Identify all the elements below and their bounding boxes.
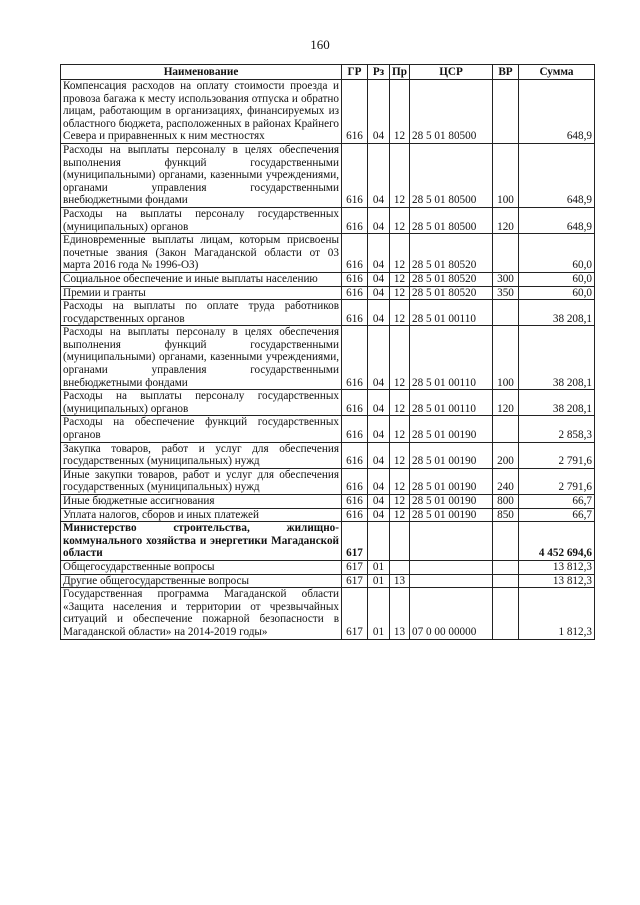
cell-gr: 616 (342, 495, 368, 509)
cell-vr (493, 560, 519, 574)
table-row (61, 300, 595, 326)
table-row (61, 286, 595, 300)
cell-pr: 12 (390, 468, 410, 494)
cell-sum: 648,9 (519, 80, 595, 144)
cell-sum: 38 208,1 (519, 390, 595, 416)
cell-vr: 100 (493, 143, 519, 207)
cell-vr (493, 416, 519, 442)
cell-gr: 616 (342, 390, 368, 416)
cell-vr: 100 (493, 326, 519, 390)
cell-rz: 04 (368, 272, 390, 286)
cell-rz: 04 (368, 234, 390, 273)
cell-sum: 60,0 (519, 286, 595, 300)
table-row (61, 272, 595, 286)
cell-csr: 28 5 01 80500 (410, 207, 493, 233)
table-row (61, 442, 595, 468)
cell-vr: 850 (493, 508, 519, 522)
cell-csr: 28 5 01 00190 (410, 495, 493, 509)
cell-name: Единовременные выплаты лицам, которым присвоены почетные звания (Закон Магаданской области от 03 марта 2016 года № 1996-ОЗ) (61, 234, 342, 273)
header-name: Наименование (61, 65, 342, 80)
cell-name: Иные бюджетные ассигнования (61, 495, 342, 509)
table-row (61, 234, 595, 273)
cell-csr: 28 5 01 00190 (410, 416, 493, 442)
cell-pr (390, 522, 410, 561)
cell-pr: 13 (390, 574, 410, 588)
cell-rz: 04 (368, 207, 390, 233)
cell-vr: 200 (493, 442, 519, 468)
cell-rz: 01 (368, 560, 390, 574)
cell-pr: 12 (390, 286, 410, 300)
cell-pr: 13 (390, 588, 410, 639)
cell-gr: 617 (342, 588, 368, 639)
cell-vr (493, 522, 519, 561)
cell-csr: 28 5 01 80520 (410, 272, 493, 286)
cell-name: Иные закупки товаров, работ и услуг для обеспечения государственных (муниципальных) нужд (61, 468, 342, 494)
cell-sum: 38 208,1 (519, 300, 595, 326)
cell-vr: 800 (493, 495, 519, 509)
cell-gr: 616 (342, 508, 368, 522)
header-gr: ГР (342, 65, 368, 80)
cell-gr: 617 (342, 522, 368, 561)
cell-sum: 38 208,1 (519, 326, 595, 390)
header-sum: Сумма (519, 65, 595, 80)
table-row (61, 468, 595, 494)
cell-name: Общегосударственные вопросы (61, 560, 342, 574)
cell-vr (493, 588, 519, 639)
cell-gr: 616 (342, 468, 368, 494)
cell-rz: 04 (368, 300, 390, 326)
cell-csr: 28 5 01 00110 (410, 326, 493, 390)
cell-pr: 12 (390, 442, 410, 468)
cell-gr: 616 (342, 234, 368, 273)
cell-gr: 616 (342, 416, 368, 442)
cell-csr: 28 5 01 00110 (410, 390, 493, 416)
header-vr: ВР (493, 65, 519, 80)
cell-gr: 616 (342, 326, 368, 390)
cell-rz: 04 (368, 326, 390, 390)
cell-name: Расходы на выплаты персоналу государственных (муниципальных) органов (61, 207, 342, 233)
cell-name: Расходы на обеспечение функций государственных органов (61, 416, 342, 442)
cell-pr: 12 (390, 272, 410, 286)
table-row (61, 390, 595, 416)
cell-sum: 66,7 (519, 508, 595, 522)
cell-pr: 12 (390, 326, 410, 390)
cell-csr: 28 5 01 00190 (410, 442, 493, 468)
cell-sum: 648,9 (519, 207, 595, 233)
cell-name: Премии и гранты (61, 286, 342, 300)
cell-pr: 12 (390, 80, 410, 144)
cell-sum: 13 812,3 (519, 560, 595, 574)
cell-sum: 2 791,6 (519, 468, 595, 494)
cell-gr: 616 (342, 272, 368, 286)
header-csr: ЦСР (410, 65, 493, 80)
cell-name: Другие общегосударственные вопросы (61, 574, 342, 588)
cell-rz: 01 (368, 574, 390, 588)
cell-name: Государственная программа Магаданской области «Защита населения и территории от чрезвычайных ситуаций и обеспечение пожарной безопасности в Магаданской области» на 2014-2019 годы» (61, 588, 342, 639)
cell-sum: 60,0 (519, 234, 595, 273)
cell-vr (493, 80, 519, 144)
cell-pr: 12 (390, 508, 410, 522)
cell-csr (410, 574, 493, 588)
cell-sum: 60,0 (519, 272, 595, 286)
table-row (61, 143, 595, 207)
cell-sum: 1 812,3 (519, 588, 595, 639)
header-pr: Пр (390, 65, 410, 80)
cell-gr: 617 (342, 574, 368, 588)
cell-csr: 28 5 01 80520 (410, 234, 493, 273)
cell-name: Расходы на выплаты персоналу в целях обеспечения выполнения функций государственными (муниципальными) органами, казенными учреждениями, органами управления государственными внебюджетными фондами (61, 326, 342, 390)
cell-csr: 07 0 00 00000 (410, 588, 493, 639)
cell-vr: 240 (493, 468, 519, 494)
table-row (61, 326, 595, 390)
cell-csr (410, 522, 493, 561)
cell-rz: 04 (368, 416, 390, 442)
cell-pr (390, 560, 410, 574)
cell-name: Социальное обеспечение и иные выплаты населению (61, 272, 342, 286)
cell-vr (493, 234, 519, 273)
cell-pr: 12 (390, 416, 410, 442)
cell-rz: 04 (368, 390, 390, 416)
cell-gr: 616 (342, 80, 368, 144)
cell-vr: 120 (493, 390, 519, 416)
cell-pr: 12 (390, 207, 410, 233)
cell-gr: 616 (342, 207, 368, 233)
cell-sum: 648,9 (519, 143, 595, 207)
cell-sum: 66,7 (519, 495, 595, 509)
cell-name: Закупка товаров, работ и услуг для обеспечения государственных (муниципальных) нужд (61, 442, 342, 468)
table-row (61, 560, 595, 574)
cell-name: Расходы на выплаты персоналу в целях обеспечения выполнения функций государственными (муниципальными) органами, казенными учреждениями, органами управления государственными внебюджетными фондами (61, 143, 342, 207)
cell-rz: 04 (368, 80, 390, 144)
table-row (61, 207, 595, 233)
table-row (61, 80, 595, 144)
cell-rz: 01 (368, 588, 390, 639)
cell-pr: 12 (390, 390, 410, 416)
cell-name: Расходы на выплаты персоналу государственных (муниципальных) органов (61, 390, 342, 416)
header-rz: Рз (368, 65, 390, 80)
cell-rz: 04 (368, 442, 390, 468)
table-row (61, 495, 595, 509)
cell-rz: 04 (368, 286, 390, 300)
cell-pr: 12 (390, 300, 410, 326)
table-row (61, 508, 595, 522)
cell-gr: 616 (342, 442, 368, 468)
cell-csr: 28 5 01 80500 (410, 80, 493, 144)
cell-csr: 28 5 01 80520 (410, 286, 493, 300)
cell-vr (493, 300, 519, 326)
cell-name: Уплата налогов, сборов и иных платежей (61, 508, 342, 522)
cell-rz: 04 (368, 508, 390, 522)
cell-csr: 28 5 01 00110 (410, 300, 493, 326)
cell-vr (493, 574, 519, 588)
cell-gr: 616 (342, 143, 368, 207)
page-number: 160 (310, 37, 330, 52)
cell-rz: 04 (368, 468, 390, 494)
cell-rz (368, 522, 390, 561)
table-row (61, 416, 595, 442)
cell-vr: 350 (493, 286, 519, 300)
cell-gr: 616 (342, 286, 368, 300)
cell-pr: 12 (390, 495, 410, 509)
cell-sum: 4 452 694,6 (519, 522, 595, 561)
cell-rz: 04 (368, 143, 390, 207)
cell-rz: 04 (368, 495, 390, 509)
table-row (61, 522, 595, 561)
cell-csr: 28 5 01 00190 (410, 508, 493, 522)
cell-csr (410, 560, 493, 574)
cell-gr: 616 (342, 300, 368, 326)
cell-csr: 28 5 01 00190 (410, 468, 493, 494)
cell-gr: 617 (342, 560, 368, 574)
cell-sum: 2 858,3 (519, 416, 595, 442)
cell-pr: 12 (390, 143, 410, 207)
table-row (61, 588, 595, 639)
table-row (61, 574, 595, 588)
cell-name: Компенсация расходов на оплату стоимости проезда и провоза багажа к месту использования отпуска и обратно лицам, работающим в организациях, финансируемых из областного бюджета, расположенных в районах Крайнего Севера и приравненных к ним местностях (61, 80, 342, 144)
cell-vr: 120 (493, 207, 519, 233)
cell-name: Расходы на выплаты по оплате труда работников государственных органов (61, 300, 342, 326)
cell-sum: 2 791,6 (519, 442, 595, 468)
cell-name: Министерство строительства, жилищно-коммунального хозяйства и энергетики Магаданской области (61, 522, 342, 561)
table-header-row (61, 65, 595, 80)
cell-sum: 13 812,3 (519, 574, 595, 588)
cell-pr: 12 (390, 234, 410, 273)
cell-csr: 28 5 01 80500 (410, 143, 493, 207)
budget-table (60, 64, 595, 640)
cell-vr: 300 (493, 272, 519, 286)
